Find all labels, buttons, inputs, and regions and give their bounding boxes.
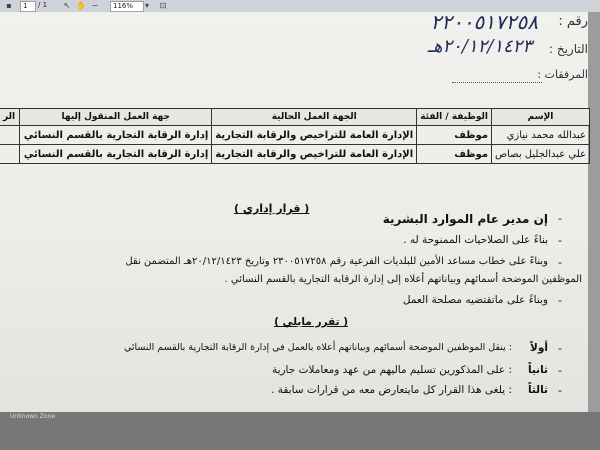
bullet-dash: - bbox=[558, 364, 562, 377]
zone-label: Unknown Zone bbox=[10, 413, 56, 420]
col-current-dept: الجهة العمل الحالية bbox=[212, 109, 417, 126]
basis-line-1: بناءً على الصلاحيات الممنوحة له . bbox=[403, 234, 548, 246]
page-total-label: / 1 bbox=[38, 1, 48, 9]
bullet-dash: - bbox=[558, 212, 562, 225]
cell-name: علي عبدالجليل بصاص bbox=[492, 145, 590, 164]
number-label: رقم : bbox=[558, 14, 588, 29]
date-label: التاريخ : bbox=[548, 42, 588, 56]
basis-line-3: وبناءً على ماتقتضيه مصلحة العمل bbox=[402, 294, 548, 306]
select-tool-icon[interactable]: ↖ bbox=[63, 1, 71, 10]
number-value: ٢٢٠٠٥١٧٢٥٨ bbox=[430, 10, 538, 34]
attachments-dotted-line bbox=[452, 82, 542, 83]
item-text-2: : على المذكورين تسليم ماليهم من عهد ومعاملات جارية bbox=[271, 364, 512, 376]
item-ordinal-2: ثانياً bbox=[527, 364, 548, 376]
date-value: ٢٠/١٢/١٤٢٣هـ bbox=[427, 36, 532, 57]
table-row bbox=[0, 126, 590, 145]
cell-current-dept: الإدارة العامة للتراخيص والرقابة التجارية bbox=[212, 145, 417, 164]
fit-page-icon[interactable]: ⊡ bbox=[159, 1, 167, 10]
table-header-row bbox=[0, 109, 590, 126]
basis-line-2a: وبناءً على خطاب مساعد الأمين للبلديات الفرعية رقم ٢٣٠٠٥١٧٢٥٨ وتاريخ ٢٠/١٢/١٤٢٣هـ المتضمن نقل bbox=[125, 256, 548, 267]
issuer-line: إن مدير عام الموارد البشرية bbox=[382, 212, 548, 226]
scanned-document bbox=[0, 12, 588, 412]
page-number-field[interactable]: 1 bbox=[20, 1, 36, 12]
col-job: الوظيفة / الفئة bbox=[417, 109, 492, 126]
attachments-label: المرفقات : bbox=[537, 68, 588, 81]
item-text-1: : ينقل الموظفين الموضحة أسمائهم وبياناتهم أعلاه بالعمل في إدارة الرقابة التجارية بالقسم النسائي bbox=[123, 342, 512, 353]
zoom-dropdown-icon[interactable]: ▾ bbox=[144, 1, 149, 10]
item-ordinal-1: أولاً bbox=[530, 342, 548, 354]
cell-new-dept: إدارة الرقابة التجارية بالقسم النسائي bbox=[20, 126, 212, 145]
zoom-out-icon[interactable]: − bbox=[91, 1, 99, 10]
item-text-3: : يلغى هذا القرار كل مايتعارض معه من قرارات سابقة . bbox=[271, 384, 512, 396]
cell-new-dept: إدارة الرقابة التجارية بالقسم النسائي bbox=[20, 145, 212, 164]
cell-job: موظف bbox=[417, 145, 492, 164]
basis-line-2b: الموظفين الموضحة أسمائهم وبياناتهم أعلاه إلى إدارة الرقابة التجارية بالقسم النسائي . bbox=[224, 274, 582, 285]
cell-remarks bbox=[0, 126, 20, 145]
bullet-dash: - bbox=[558, 342, 562, 355]
decision-title: ( قرار إداري ) bbox=[234, 202, 310, 215]
cell-name: عبدالله محمد نيازي bbox=[492, 126, 590, 145]
bullet-dash: - bbox=[558, 234, 562, 247]
table-row bbox=[0, 145, 590, 164]
zoom-field[interactable]: 116% bbox=[110, 1, 144, 12]
resolves-heading: ( تقرر مايلي ) bbox=[274, 316, 348, 328]
bullet-dash: - bbox=[558, 256, 562, 269]
hand-tool-icon[interactable]: ✋ bbox=[76, 1, 86, 10]
employees-table bbox=[0, 108, 590, 164]
col-name: الإسم bbox=[492, 109, 590, 126]
scrollbar[interactable] bbox=[588, 12, 600, 412]
item-ordinal-3: ثالثاً bbox=[527, 384, 548, 396]
col-new-dept: جهة العمل المنقول إليها bbox=[20, 109, 212, 126]
status-bar bbox=[0, 412, 600, 450]
save-icon[interactable]: ▪ bbox=[6, 1, 12, 10]
cell-job: موظف bbox=[417, 126, 492, 145]
cell-current-dept: الإدارة العامة للتراخيص والرقابة التجارية bbox=[212, 126, 417, 145]
cell-remarks bbox=[0, 145, 20, 164]
col-remarks: الر bbox=[0, 109, 20, 126]
bullet-dash: - bbox=[558, 384, 562, 397]
bullet-dash: - bbox=[558, 294, 562, 307]
